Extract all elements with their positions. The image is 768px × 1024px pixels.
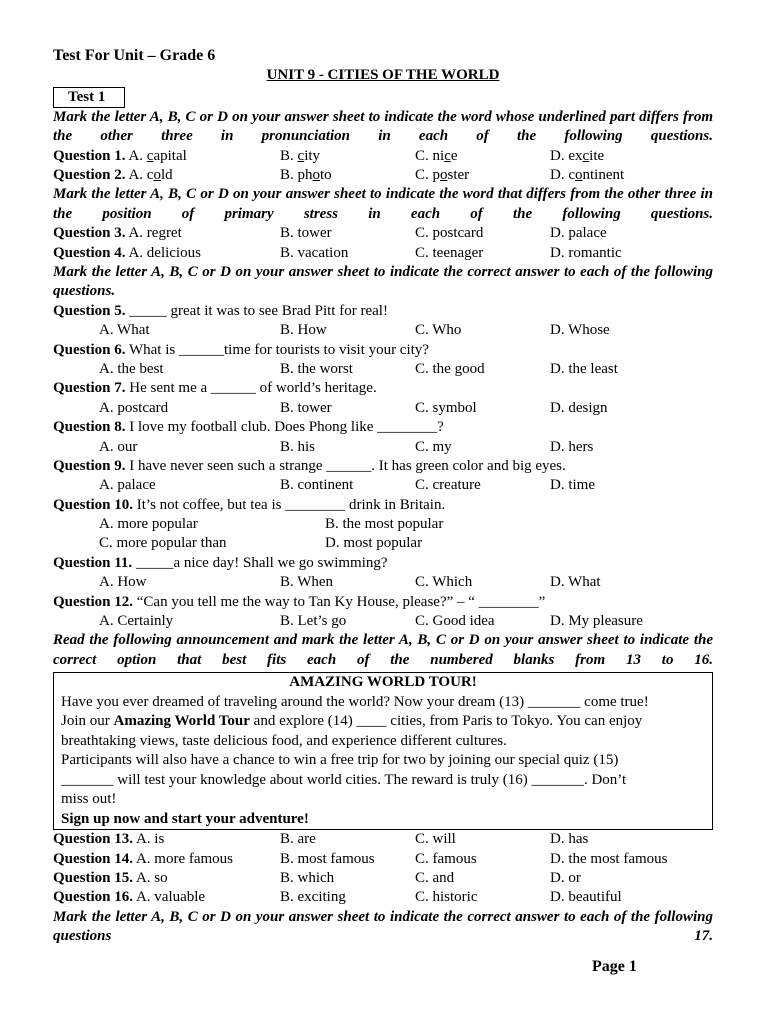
question-16: Question 16. A. valuable B. exciting C. historic D. beautiful <box>53 889 622 906</box>
question-5-options: A. What B. How C. Who D. Whose <box>99 322 610 339</box>
question-7: Question 7. He sent me a ______ of world’s heritage. <box>53 380 377 397</box>
announcement-cta: Sign up now and start your adventure! <box>61 810 309 827</box>
section-instruction-1: Mark the letter A, B, C or D on your answer sheet to indicate the word whose underlined part differs from the other three in pronunciation in each of the following questions. <box>53 108 713 145</box>
question-9: Question 9. I have never seen such a strange ______. It has green color and big eyes. <box>53 457 566 474</box>
question-15: Question 15. A. so B. which C. and D. or <box>53 870 581 887</box>
question-7-options: A. postcard B. tower C. symbol D. design <box>99 399 608 416</box>
question-10: Question 10. It’s not coffee, but tea is ________ drink in Britain. <box>53 496 446 513</box>
question-1: Question 1. A. capital B. city C. nice D. excite <box>53 147 605 164</box>
page-number: Page 1 <box>592 958 637 975</box>
section-instruction-3: Mark the letter A, B, C or D on your answer sheet to indicate the correct answer to each of the following questions. <box>53 263 713 300</box>
announcement-line-6: miss out! <box>61 791 117 808</box>
announcement-title: AMAZING WORLD TOUR! <box>289 674 477 691</box>
question-11: Question 11. _____a nice day! Shall we go swimming? <box>53 554 388 571</box>
announcement-line-1: Have you ever dreamed of traveling around the world? Now your dream (13) _______ come true! <box>61 693 649 710</box>
question-2: Question 2. A. cold B. photo C. poster D. continent <box>53 166 625 183</box>
question-11-options: A. How B. When C. Which D. What <box>99 574 601 591</box>
section-instruction-5: Mark the letter A, B, C or D on your answer sheet to indicate the correct answer to each of the following questions 17. <box>53 908 713 945</box>
section-instruction-4: Read the following announcement and mark the letter A, B, C or D on your answer sheet to indicate the correct option that best fits each of the numbered blanks from 13 to 16. <box>53 632 713 668</box>
question-3: Question 3. A. regret B. tower C. postcard D. palace <box>53 225 607 242</box>
question-4: Question 4. A. delicious B. vacation C. teenager D. romantic <box>53 244 622 261</box>
question-12-options: A. Certainly B. Let’s go C. Good idea D. My pleasure <box>99 613 643 630</box>
announcement-line-5: _______ will test your knowledge about world cities. The reward is truly (16) _______. Don’t <box>61 771 627 788</box>
question-8-options: A. our B. his C. my D. hers <box>99 438 594 455</box>
unit-heading: UNIT 9 - CITIES OF THE WORLD <box>266 67 500 84</box>
doc-title: Test For Unit – Grade 6 <box>53 47 216 64</box>
announcement-line-2: Join our Amazing World Tour and explore (14) ____ cities, from Paris to Tokyo. You can enjoy <box>61 713 643 730</box>
question-10-options-row1: A. more popular B. the most popular <box>99 516 444 533</box>
question-13: Question 13. A. is B. are C. will D. has <box>53 831 589 848</box>
question-10-options-row2: C. more popular than D. most popular <box>99 535 423 552</box>
question-8: Question 8. I love my football club. Does Phong like ________? <box>53 419 444 436</box>
question-14: Question 14. A. more famous B. most famous C. famous D. the most famous <box>53 850 668 867</box>
test-label-box: Test 1 <box>53 87 125 108</box>
announcement-line-4: Participants will also have a chance to win a free trip for two by joining our special quiz (15) <box>61 752 619 769</box>
announcement-box <box>53 672 713 830</box>
section-instruction-2: Mark the letter A, B, C or D on your answer sheet to indicate the word that differs from the other three in the position of primary stress in each of the following questions. <box>53 186 713 222</box>
question-9-options: A. palace B. continent C. creature D. time <box>99 477 595 494</box>
question-6: Question 6. What is ______time for tourists to visit your city? <box>53 341 429 358</box>
question-5: Question 5. _____ great it was to see Brad Pitt for real! <box>53 302 388 319</box>
question-12: Question 12. “Can you tell me the way to Tan Ky House, please?” – “ ________” <box>53 593 546 610</box>
announcement-line-3: breathtaking views, taste delicious food, and experience different cultures. <box>61 732 507 749</box>
test-page <box>53 46 713 947</box>
question-6-options: A. the best B. the worst C. the good D. the least <box>99 360 618 377</box>
